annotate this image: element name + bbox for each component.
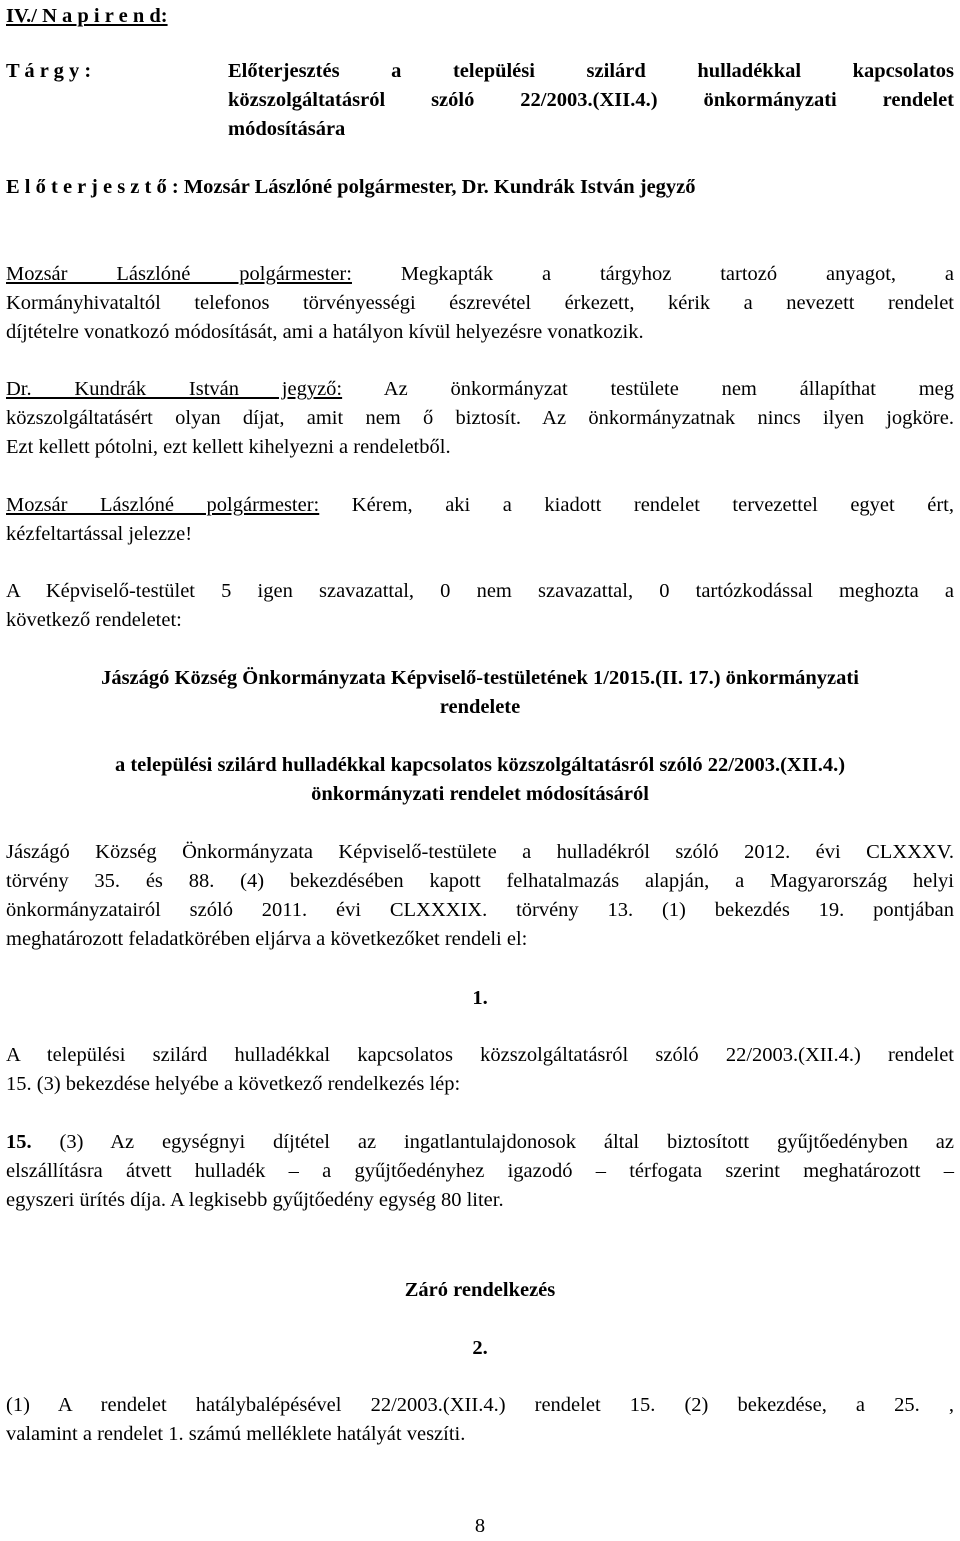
speaker-name: Dr. Kundrák István jegyző: [6, 378, 343, 400]
presenter-row [6, 173, 954, 202]
paragraph-line: önkormányzatairól szóló 2011. évi CLXXXIX. törvény 13. (1) bekezdés 19. pontjában [6, 899, 954, 921]
section-1-number: 1. [472, 987, 488, 1009]
paragraph-mayor-2 [6, 491, 954, 549]
title-line: a települési szilárd hulladékkal kapcsolatos közszolgáltatásról szóló 22/2003.(XII.4.) [114, 754, 846, 776]
subject-line: módosítására [228, 118, 346, 140]
paragraph-line: Megkapták a tárgyhoz tartozó anyagot, a [351, 263, 955, 285]
paragraph-line: (3) Az egységnyi díjtétel az ingatlantulajdonosok által biztosított gyűjtőedényben az [31, 1131, 954, 1153]
paragraph-line: törvény 35. és 88. (4) bekezdésében kapott felhatalmazás alapján, a Magyarország helyi [6, 870, 954, 892]
subject-label: T á r g y : [6, 60, 92, 82]
title-line: rendelete [439, 696, 521, 718]
paragraph-line: következő rendeletet: [6, 609, 182, 631]
paragraph-mayor-1 [6, 260, 954, 347]
regulation-subtitle [6, 751, 954, 809]
paragraph-notary [6, 375, 954, 462]
subject-line: közszolgáltatásról szóló 22/2003.(XII.4.) önkormányzati rendelet [228, 89, 954, 111]
paragraph-line: Jászágó Község Önkormányzata Képviselő-testülete a hulladékról szóló 2012. évi CLXXXV. [6, 841, 954, 863]
paragraph-line: A települési szilárd hulladékkal kapcsolatos közszolgáltatásról szóló 22/2003.(XII.4.) rendelet [6, 1044, 954, 1066]
paragraph-line: Az önkormányzat testülete nem állapíthat meg [342, 378, 954, 400]
closing-text [6, 1391, 954, 1449]
subject-text [228, 57, 954, 144]
title-line: önkormányzati rendelet módosításáról [311, 783, 649, 805]
paragraph-line: díjtételre vonatkozó módosítását, ami a hatályon kívül helyezésre vonatkozik. [6, 321, 644, 343]
paragraph-vote [6, 577, 954, 635]
paragraph-line: Kérem, aki a kiadott rendelet tervezettel egyet ért, [319, 494, 954, 516]
paragraph-line: közszolgáltatásért olyan díjat, amit nem ő biztosít. Az önkormányzatnak nincs ilyen jogköre. [6, 407, 954, 429]
paragraph-line: valamint a rendelet 1. számú melléklete hatályát veszíti. [6, 1423, 466, 1445]
preamble [6, 838, 954, 954]
presenter-label: E l ő t e r j e s z t ő : [6, 176, 179, 198]
page-number: 8 [474, 1515, 486, 1537]
closing-heading: Záró rendelkezés [404, 1279, 556, 1301]
section-15-number: 15. [6, 1131, 32, 1153]
paragraph-line: elszállításra átvett hulladék – a gyűjtőedényhez igazodó – térfogata szerint meghatározott – [6, 1160, 954, 1182]
section-15-text [6, 1128, 954, 1215]
paragraph-line: egyszeri ürítés díja. A legkisebb gyűjtőedény egység 80 liter. [6, 1189, 504, 1211]
paragraph-line: 15. (3) bekezdése helyébe a következő rendelkezés lép: [6, 1073, 461, 1095]
paragraph-line: A Képviselő-testület 5 igen szavazattal, 0 nem szavazattal, 0 tartózkodással meghozta a [6, 580, 954, 602]
paragraph-line: kézfeltartással jelezze! [6, 523, 193, 545]
paragraph-line: Ezt kellett pótolni, ezt kellett kihelyezni a rendeletből. [6, 436, 451, 458]
presenter-value: Mozsár Lászlóné polgármester, Dr. Kundrák István jegyző [183, 176, 696, 198]
speaker-name: Mozsár Lászlóné polgármester: [6, 494, 320, 516]
regulation-title [6, 664, 954, 722]
title-line: Jászágó Község Önkormányzata Képviselő-testületének 1/2015.(II. 17.) önkormányzati [101, 667, 859, 689]
section-1-text [6, 1041, 954, 1099]
subject-block [6, 57, 954, 144]
paragraph-line: Kormányhivataltól telefonos törvényességi észrevétel érkezett, kérik a nevezett rendelet [6, 292, 954, 314]
section-2-number: 2. [472, 1337, 488, 1359]
paragraph-line: meghatározott feladatkörében eljárva a következőket rendeli el: [6, 928, 528, 950]
subject-line: Előterjesztés a települési szilárd hulladékkal kapcsolatos [228, 60, 954, 82]
speaker-name: Mozsár Lászlóné polgármester: [6, 263, 352, 285]
section-heading: IV./ N a p i r e n d: [6, 5, 168, 27]
paragraph-line: (1) A rendelet hatálybalépésével 22/2003.(XII.4.) rendelet 15. (2) bekezdése, a 25. , [6, 1394, 954, 1416]
